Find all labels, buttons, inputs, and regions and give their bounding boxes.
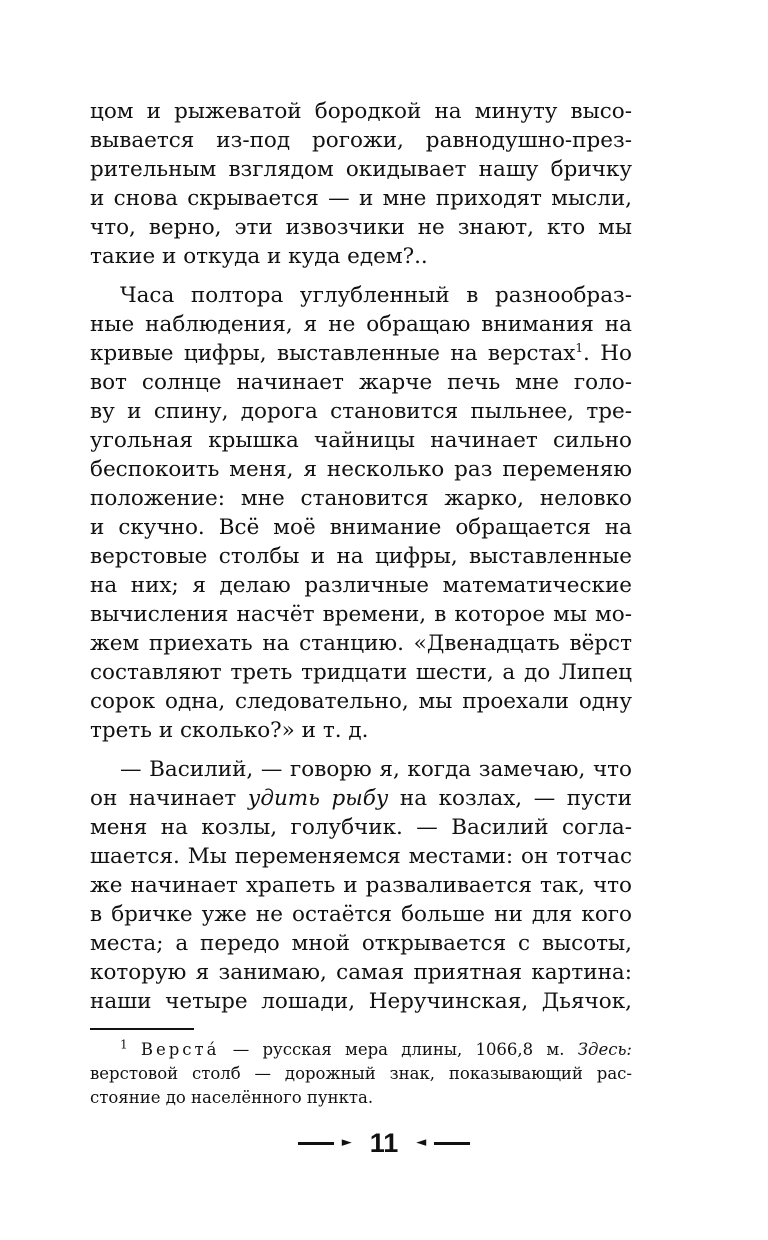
text-line: вот солнце начинает жарче печь мне голо- [90, 370, 632, 395]
text-segment: на козлах, — пусти [388, 786, 632, 811]
text-segment: кривые цифры, выставленные на верстах [90, 341, 576, 366]
text-line: что, верно, эти извозчики не знают, кто мы [90, 215, 632, 240]
main-text [90, 97, 632, 1016]
footnote-line: стояние до населённого пункта. [90, 1088, 374, 1107]
italic-phrase: удить рыбу [247, 786, 389, 811]
text-line: такие и откуда и куда едем?.. [90, 244, 428, 269]
paragraph [90, 97, 632, 271]
text-line: — Василий, — говорю я, когда замечаю, что [120, 757, 632, 782]
text-line: треть и сколько?» и т. д. [90, 718, 369, 743]
text-line: Часа полтора углубленный в разнообраз- [120, 283, 632, 308]
text-segment: он начинает [90, 786, 248, 811]
text-line: вывается из-под рогожи, равнодушно-през- [90, 128, 632, 153]
divider [434, 1142, 470, 1145]
text-line: жем приехать на станцию. «Двенадцать вёрст [90, 631, 632, 656]
text-line: беспокоить меня, я несколько раз переменяю [90, 457, 632, 482]
text-line: ву и спину, дорога становится пыльнее, тре- [90, 399, 632, 424]
page-number: 11 [369, 1128, 399, 1158]
footnote-term: Верста́ [140, 1040, 220, 1059]
page-number-footer [0, 1126, 768, 1160]
footnote-reference[interactable]: 1 [575, 340, 584, 355]
text-line: угольная крышка чайницы начинает сильно [90, 428, 632, 453]
text-segment: — русская мера длины, 1066,8 м. [219, 1040, 578, 1059]
paragraph [90, 281, 632, 745]
italic-phrase: Здесь: [577, 1040, 632, 1059]
text-line: места; а передо мной открывается с высоты, [90, 931, 632, 956]
text-line: цом и рыжеватой бородкой на минуту высо- [90, 99, 632, 124]
text-line: ные наблюдения, я не обращаю внимания на [90, 312, 632, 337]
footnote-divider [90, 1028, 194, 1030]
arrow-left-icon: ◄ [416, 1135, 427, 1150]
text-line [90, 339, 632, 368]
text-line: верстовые столбы и на цифры, выставленные [90, 544, 632, 569]
text-line: наши четыре лошади, Неручинская, Дьячок, [90, 989, 632, 1014]
text-line: шается. Мы переменяемся местами: он тотчас [90, 844, 632, 869]
text-line: и снова скрывается — и мне приходят мысли, [90, 186, 632, 211]
text-line [90, 784, 632, 813]
text-line: в бричке уже не остаётся больше ни для кого [90, 902, 632, 927]
text-segment: . Но [583, 341, 632, 366]
text-line: составляют треть тридцати шести, а до Липец [90, 660, 632, 685]
text-line: положение: мне становится жарко, неловко [90, 486, 632, 511]
text-line: сорок одна, следовательно, мы проехали одну [90, 689, 632, 714]
footnote-line [90, 1038, 632, 1062]
text-line: же начинает храпеть и разваливается так, что [90, 873, 632, 898]
text-line: и скучно. Всё моё внимание обращается на [90, 515, 632, 540]
footnote [90, 1038, 632, 1110]
text-line: на них; я делаю различные математические [90, 573, 632, 598]
text-line: меня на козлы, голубчик. — Василий согла- [90, 815, 632, 840]
text-line: рительным взглядом окидывает нашу бричку [90, 157, 632, 182]
divider [298, 1142, 334, 1145]
text-line: вычисления насчёт времени, в которое мы мо- [90, 602, 632, 627]
footnote-marker: 1 [120, 1037, 128, 1052]
paragraph [90, 755, 632, 1016]
text-line: которую я занимаю, самая приятная картина: [90, 960, 632, 985]
arrow-right-icon: ► [341, 1135, 352, 1150]
footnote-line: верстовой столб — дорожный знак, показывающий рас- [90, 1064, 632, 1083]
